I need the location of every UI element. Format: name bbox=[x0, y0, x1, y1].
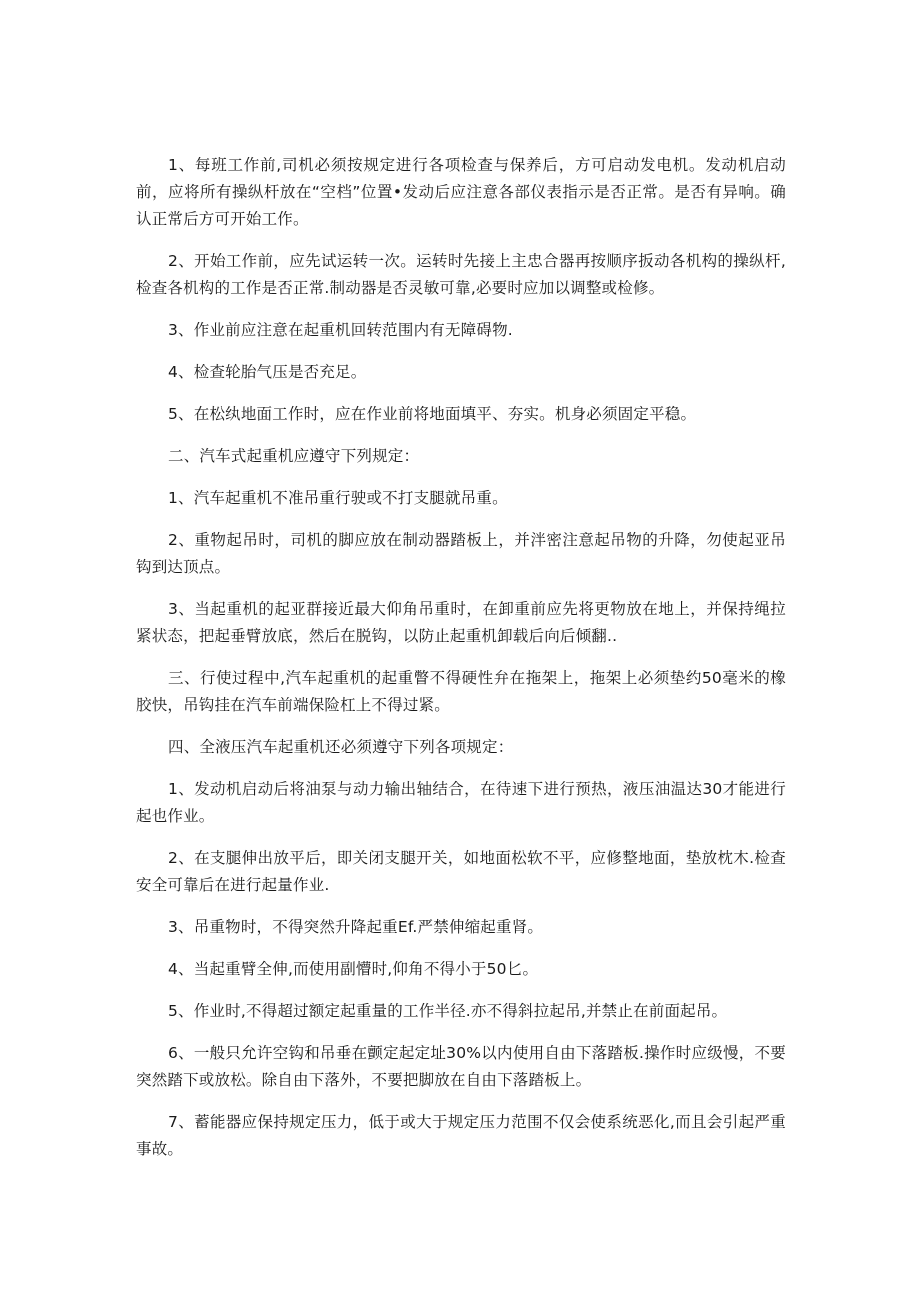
paragraph: 4、检查轮胎气压是否充足。 bbox=[168, 363, 367, 381]
paragraph: 1、每班工作前,司机必须按规定进行各项检查与保养后，方可启动发电机。发动机启动前，应将所有操纵杆放在“空档”位置•发动后应注意各部仪表指示是否正常。是否有异响。确认正常后方可开始工作。 bbox=[136, 156, 786, 228]
paragraph: 3、吊重物时，不得突然升降起重Ef.严禁伸缩起重肾。 bbox=[168, 918, 544, 936]
document-body bbox=[136, 152, 786, 1178]
paragraph: 5、作业时,不得超过额定起重量的工作半径.亦不得斜拉起吊,并禁止在前面起吊。 bbox=[168, 1002, 728, 1020]
paragraph: 7、蓄能器应保持规定压力，低于或大于规定压力范围不仅会使系统恶化,而且会引起严重事故。 bbox=[136, 1113, 786, 1158]
paragraph: 1、汽车起重机不准吊重行驶或不打支腿就吊重。 bbox=[168, 489, 508, 507]
section-heading: 四、全液压汽车起重机还必须遵守下列各项规定： bbox=[168, 738, 514, 756]
paragraph: 5、在松纨地面工作时，应在作业前将地面填平、夯实。机身必须固定平稳。 bbox=[168, 405, 697, 423]
paragraph: 4、当起重臂全伸,而使用副懵时,仰角不得小于50匕。 bbox=[168, 960, 539, 978]
paragraph: 2、重物起吊时，司机的脚应放在制动器踏板上，并泮密注意起吊物的升降，勿使起亚吊钩到达顶点。 bbox=[136, 531, 786, 576]
paragraph: 2、开始工作前，应先试运转一次。运转时先接上主忠合器再按顺序扳动各机构的操纵杆,检查各机构的工作是否正常.制动器是否灵敏可靠,必要时应加以调整或检修。 bbox=[136, 252, 786, 297]
paragraph: 1、发动机启动后将油泵与动力输出轴结合，在待速下进行预热，液压油温达30才能进行起也作业。 bbox=[136, 780, 786, 825]
paragraph: 3、当起重机的起亚群接近最大仰角吊重时，在卸重前应先将更物放在地上，并保持绳拉紧状态，把起垂臂放底，然后在脱钩，以防止起重机卸载后向后倾翻.. bbox=[136, 600, 786, 645]
paragraph: 3、作业前应注意在起重机回转范围内有无障碍物. bbox=[168, 321, 513, 339]
section-heading: 二、汽车式起重机应遵守下列规定： bbox=[168, 447, 420, 465]
paragraph: 2、在支腿伸出放平后，即关闭支腿开关，如地面松软不平，应修整地面，垫放枕木.检查安全可靠后在进行起量作业. bbox=[136, 849, 786, 894]
paragraph: 6、一般只允许空钩和吊垂在颤定起定址30%以内使用自由下落踏板.操作时应级慢，不要突然踏下或放松。除自由下落外，不要把脚放在自由下落踏板上。 bbox=[136, 1044, 786, 1089]
section-heading: 三、行使过程中,汽车起重机的起重瞥不得硬性弁在拖架上，拖架上必须垫约50毫米的橡胶快，吊钩挂在汽车前端保险杠上不得过紧。 bbox=[136, 669, 786, 714]
